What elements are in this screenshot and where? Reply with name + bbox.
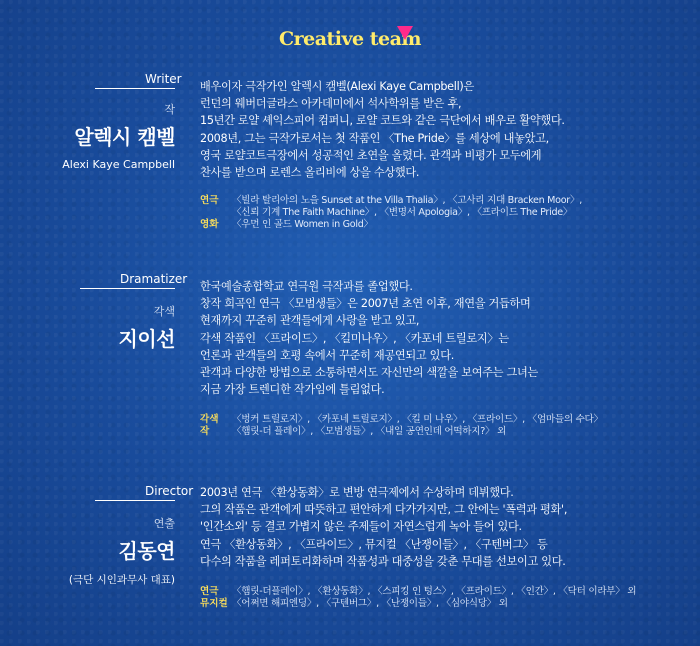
bio-line: 창작 희곡인 연극 〈모범생들〉은 2007년 초연 이후, 재연을 거듭하며 xyxy=(200,297,531,311)
role-title-ko: 작 xyxy=(164,103,175,116)
works-category-label: 뮤지컬 xyxy=(200,598,228,610)
person-affiliation: (극단 시인과무사 대표) xyxy=(68,574,175,586)
bio-line: '인간소외' 등 결코 가볍지 않은 주제들이 자연스럽게 녹아 들어 있다. xyxy=(200,520,522,534)
works-line: 〈햄릿-더플레이〉, 〈환상동화〉, 〈스피킹 인 텅스〉, 〈프라이드〉, 〈인간〉, 〈닥터 이라부〉 외 xyxy=(232,586,637,598)
works-row xyxy=(200,219,670,231)
role-title-en: Writer xyxy=(95,72,175,89)
works-row xyxy=(200,426,670,438)
works-row xyxy=(200,195,670,219)
bio-line: 한국예술종합학교 연극원 극작과를 졸업했다. xyxy=(200,280,413,293)
bio-line: 2003년 연극 〈환상동화〉로 변방 연극제에서 수상하며 데뷔했다. xyxy=(200,486,514,499)
bio-line: 다수의 작품을 레퍼토리화하며 작품성과 대중성을 갖춘 무대를 선보이고 있다. xyxy=(200,554,566,568)
role-title-ko: 각색 xyxy=(153,305,175,318)
person-name-ko: 김동연 xyxy=(118,539,175,563)
works-category-label: 작 xyxy=(200,426,210,438)
works-list xyxy=(200,414,670,438)
works-row xyxy=(200,586,670,598)
bio-line: 현재까지 꾸준히 관객들에게 사랑을 받고 있고, xyxy=(200,314,420,328)
dramatizer-credit xyxy=(40,272,188,352)
bio-line: 영국 로얄코트극장에서 성공적인 초연을 올렸다. 관객과 비평가 모두에게 xyxy=(200,148,542,162)
works-category-label: 영화 xyxy=(200,219,219,231)
bio-line: 15년간 로얄 셰익스피어 컴퍼니, 로얄 코트와 같은 극단에서 배우로 활약했다. xyxy=(200,114,565,128)
bio-line: 언론과 관객들의 호평 속에서 꾸준히 재공연되고 있다. xyxy=(200,348,454,362)
bio-line: 연극 〈환상동화〉, 〈프라이드〉, 뮤지컬 〈난쟁이들〉, 〈구텐버그〉 등 xyxy=(200,537,548,551)
writer-credit xyxy=(40,72,182,171)
triangle-marker-icon xyxy=(397,26,413,40)
works-category-label: 각색 xyxy=(200,414,219,426)
works-row xyxy=(200,414,670,426)
person-name-ko: 알렉시 캠벨 xyxy=(74,125,175,149)
bio-line: 관객과 다양한 방법으로 소통하면서도 자신만의 색깔을 보여주는 그녀는 xyxy=(200,366,539,380)
person-name-ko: 지이선 xyxy=(118,327,175,351)
role-title-ko: 연출 xyxy=(153,517,175,530)
works-list xyxy=(200,195,670,231)
works-line: 〈빌라 탈리아의 노을 Sunset at the Villa Thalia〉, 〈고사리 지대 Bracken Moor〉, xyxy=(232,195,582,207)
bio-line: 2008년, 그는 극작가로서는 첫 작품인 〈The Pride〉를 세상에 내놓았고, xyxy=(200,131,549,145)
page-title: Creative team xyxy=(278,28,422,50)
biography xyxy=(200,278,670,398)
biography xyxy=(200,484,670,570)
bio-line: 런던의 웨버더글라스 아카데미에서 석사학위를 받은 후, xyxy=(200,97,462,111)
works-row xyxy=(200,598,670,610)
director-credit xyxy=(40,484,194,587)
bio-line: 찬사를 받으며 로렌스 올리비에 상을 수상했다. xyxy=(200,166,420,180)
bio-line: 지금 가장 트렌디한 작가임에 틀림없다. xyxy=(200,383,385,397)
works-line: 〈우먼 인 골드 Women in Gold〉 xyxy=(232,219,373,231)
bio-line: 각색 작품인 〈프라이드〉, 〈킬미나우〉, 〈카포네 트릴로지〉는 xyxy=(200,331,509,345)
role-title-en: Dramatizer xyxy=(80,272,175,289)
works-line: 〈벙커 트릴로지〉, 〈카포네 트릴로지〉, 〈킬 미 나우〉, 〈프라이드〉, 〈엄마들의 수다〉 xyxy=(232,414,603,426)
bio-line: 그의 작품은 관객에게 따뜻하고 편안하게 다가가지만, 그 안에는 '폭력과 평화', xyxy=(200,503,568,517)
works-line: 〈어쩌면 해피엔딩〉, 〈구텐버그〉, 〈난쟁이들〉, 〈심야식당〉 외 xyxy=(232,598,508,610)
works-category-label: 연극 xyxy=(200,195,219,207)
bio-line: 배우이자 극작가인 알렉시 캠벨(Alexi Kaye Campbell)은 xyxy=(200,80,474,93)
role-title-en: Director xyxy=(95,484,175,501)
works-line: 〈신뢰 기계 The Faith Machine〉, 〈변명서 Apologia〉, 〈프라이드 The Pride〉 xyxy=(232,207,573,219)
person-name-en: Alexi Kaye Campbell xyxy=(62,158,175,171)
works-line: 〈햄릿-더 플레이〉, 〈모범생들〉, 〈내일 공연인데 어떡하지?〉 외 xyxy=(232,426,507,438)
works-category-label: 연극 xyxy=(200,586,219,598)
biography xyxy=(200,78,670,181)
works-list xyxy=(200,586,670,610)
